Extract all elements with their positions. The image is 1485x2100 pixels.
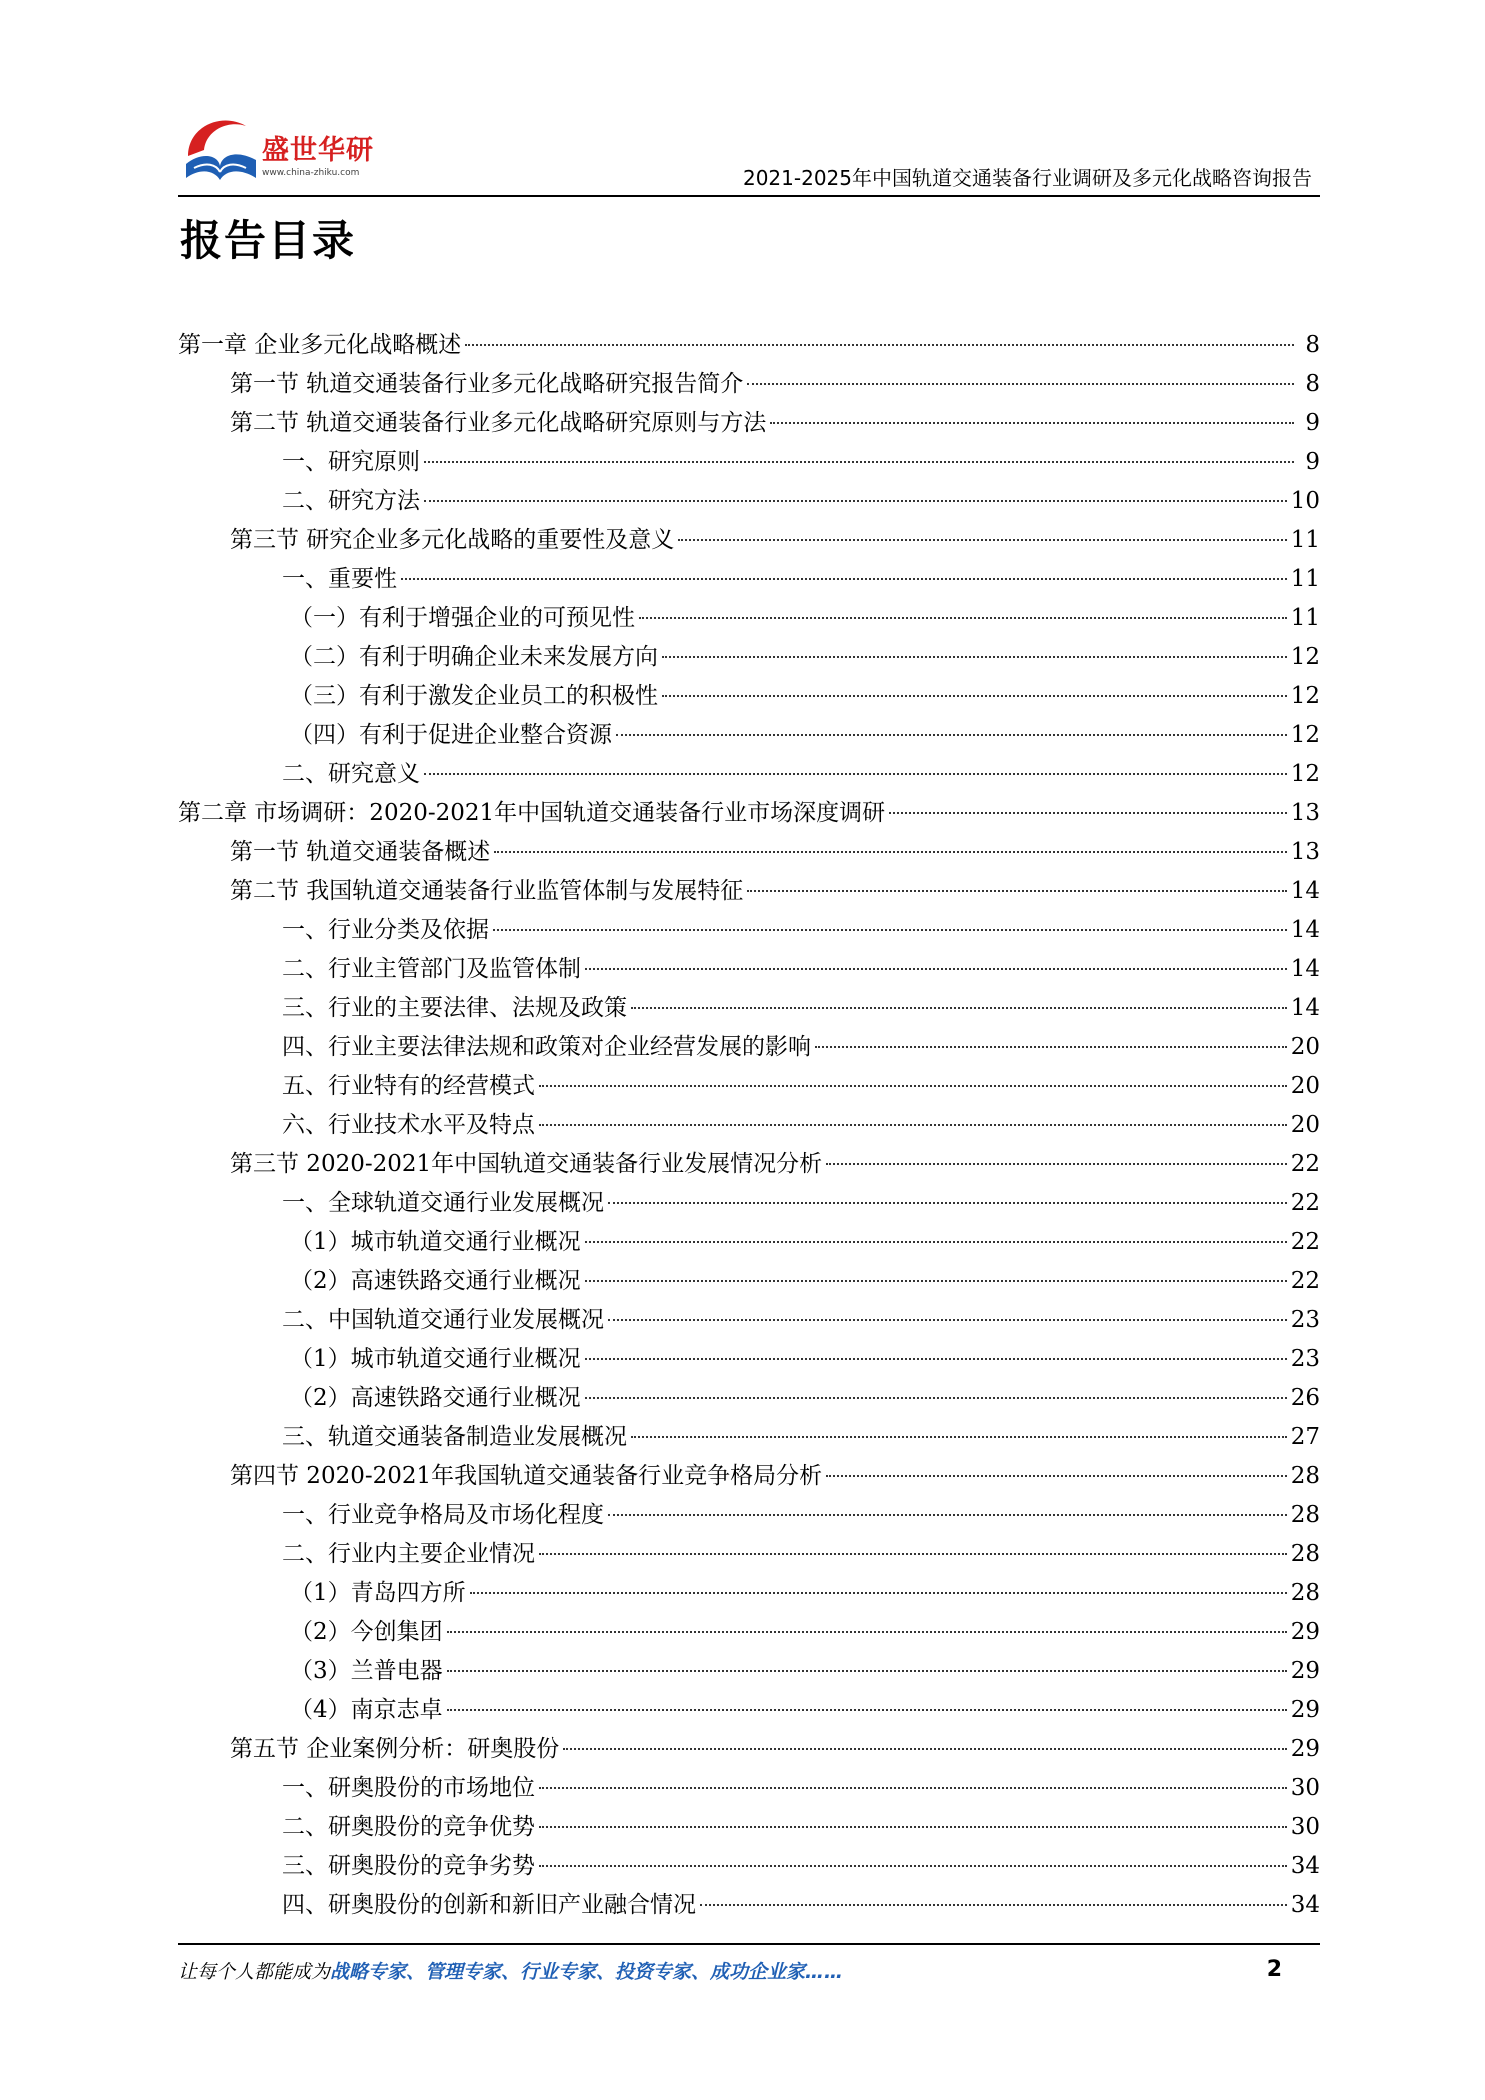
toc-entry-page: 26 <box>1290 1385 1320 1411</box>
toc-dot-leader <box>539 1085 1287 1087</box>
toc-entry[interactable] <box>178 638 1320 677</box>
toc-entry[interactable] <box>178 833 1320 872</box>
toc-entry[interactable] <box>178 365 1320 404</box>
toc-dot-leader <box>585 1397 1287 1399</box>
toc-dot-leader <box>678 539 1286 541</box>
toc-entry-page: 28 <box>1290 1541 1320 1567</box>
toc-dot-leader <box>424 500 1287 502</box>
toc-entry[interactable] <box>178 1457 1320 1496</box>
toc-dot-leader <box>424 773 1287 775</box>
toc-entry-title: 二、研究方法 <box>282 488 420 514</box>
toc-entry-title: 四、研奥股份的创新和新旧产业融合情况 <box>282 1892 696 1918</box>
toc-dot-leader <box>447 1631 1287 1633</box>
toc-entry-page: 29 <box>1290 1619 1320 1645</box>
toc-entry-page: 30 <box>1290 1775 1320 1801</box>
toc-entry-page: 30 <box>1290 1814 1320 1840</box>
toc-dot-leader <box>470 1592 1287 1594</box>
toc-entry[interactable] <box>178 599 1320 638</box>
toc-entry[interactable] <box>178 1847 1320 1886</box>
toc-dot-leader <box>616 734 1287 736</box>
toc-entry-page: 22 <box>1290 1268 1320 1294</box>
toc-entry-title: （三）有利于激发企业员工的积极性 <box>290 683 658 709</box>
toc-entry-title: （2）高速铁路交通行业概况 <box>290 1268 581 1294</box>
toc-entry[interactable] <box>178 1730 1320 1769</box>
toc-dot-leader <box>563 1748 1286 1750</box>
toc-entry[interactable] <box>178 1379 1320 1418</box>
logo-text: 盛世华研 <box>262 135 374 166</box>
toc-entry[interactable] <box>178 1340 1320 1379</box>
toc-entry-page: 12 <box>1290 683 1320 709</box>
toc-entry-title: 第一章 企业多元化战略概述 <box>178 332 462 358</box>
page-number: 2 <box>1266 1957 1282 1982</box>
toc-dot-leader <box>424 461 1294 463</box>
toc-entry-page: 28 <box>1290 1580 1320 1606</box>
toc-dot-leader <box>826 1163 1287 1165</box>
toc-entry-title: （1）青岛四方所 <box>290 1580 466 1606</box>
toc-entry-page: 23 <box>1290 1346 1320 1372</box>
toc-entry-page: 14 <box>1290 878 1320 904</box>
toc-entry[interactable] <box>178 521 1320 560</box>
toc-entry-page: 9 <box>1305 449 1320 475</box>
toc-entry[interactable] <box>178 482 1320 521</box>
toc-entry-title: 二、中国轨道交通行业发展概况 <box>282 1307 604 1333</box>
toc-entry-page: 29 <box>1290 1697 1320 1723</box>
toc-entry-page: 22 <box>1290 1229 1320 1255</box>
toc-entry[interactable] <box>178 1418 1320 1457</box>
toc-entry-title: 第二节 轨道交通装备行业多元化战略研究原则与方法 <box>230 410 767 436</box>
toc-entry-page: 8 <box>1305 332 1320 358</box>
toc-entry[interactable] <box>178 950 1320 989</box>
toc-entry[interactable] <box>178 911 1320 950</box>
toc-entry-page: 12 <box>1290 761 1320 787</box>
toc-dot-leader <box>539 1553 1287 1555</box>
toc-entry[interactable] <box>178 1496 1320 1535</box>
toc-entry-title: （1）城市轨道交通行业概况 <box>290 1346 581 1372</box>
toc-dot-leader <box>662 695 1287 697</box>
toc-entry[interactable] <box>178 1145 1320 1184</box>
toc-entry-title: 三、轨道交通装备制造业发展概况 <box>282 1424 627 1450</box>
company-logo <box>178 104 388 190</box>
toc-entry-page: 20 <box>1290 1034 1320 1060</box>
toc-dot-leader <box>889 812 1287 814</box>
toc-entry-page: 8 <box>1305 371 1320 397</box>
toc-entry[interactable] <box>178 1223 1320 1262</box>
table-of-contents <box>178 326 1320 1925</box>
toc-entry-page: 9 <box>1305 410 1320 436</box>
toc-entry[interactable] <box>178 794 1320 833</box>
toc-entry-title: 一、行业分类及依据 <box>282 917 489 943</box>
toc-dot-leader <box>700 1904 1287 1906</box>
toc-entry-title: 一、行业竞争格局及市场化程度 <box>282 1502 604 1528</box>
toc-dot-leader <box>585 1280 1287 1282</box>
toc-dot-leader <box>539 1124 1287 1126</box>
toc-entry-title: （4）南京志卓 <box>290 1697 443 1723</box>
toc-entry-title: （1）城市轨道交通行业概况 <box>290 1229 581 1255</box>
toc-entry[interactable] <box>178 677 1320 716</box>
toc-entry[interactable] <box>178 1301 1320 1340</box>
toc-dot-leader <box>631 1007 1287 1009</box>
toc-entry-page: 11 <box>1290 566 1320 592</box>
toc-entry[interactable] <box>178 1106 1320 1145</box>
toc-dot-leader <box>608 1319 1287 1321</box>
toc-entry-title: 二、行业主管部门及监管体制 <box>282 956 581 982</box>
page-footer <box>178 1957 1320 1997</box>
toc-entry[interactable] <box>178 1067 1320 1106</box>
report-title: 2021-2025年中国轨道交通装备行业调研及多元化战略咨询报告 <box>742 166 1312 190</box>
toc-dot-leader <box>747 383 1294 385</box>
toc-entry-title: 第四节 2020-2021年我国轨道交通装备行业竞争格局分析 <box>230 1463 823 1489</box>
toc-dot-leader <box>447 1709 1287 1711</box>
toc-entry-page: 28 <box>1290 1463 1320 1489</box>
toc-entry-page: 14 <box>1290 995 1320 1021</box>
toc-entry-title: 一、重要性 <box>282 566 397 592</box>
toc-dot-leader <box>608 1202 1287 1204</box>
toc-entry-page: 22 <box>1290 1151 1320 1177</box>
toc-entry-title: （2）今创集团 <box>290 1619 443 1645</box>
logo-emblem-icon <box>178 104 262 190</box>
toc-entry-page: 11 <box>1290 527 1320 553</box>
toc-entry[interactable] <box>178 1808 1320 1847</box>
toc-dot-leader <box>631 1436 1287 1438</box>
toc-entry-page: 13 <box>1290 800 1320 826</box>
toc-dot-leader <box>539 1865 1287 1867</box>
toc-dot-leader <box>465 344 1294 346</box>
toc-entry-page: 34 <box>1290 1892 1320 1918</box>
toc-entry[interactable] <box>178 1613 1320 1652</box>
footer-slogan-prefix: 让每个人都能成为 <box>178 1961 331 1983</box>
toc-entry[interactable] <box>178 755 1320 794</box>
toc-entry-page: 11 <box>1290 605 1320 631</box>
toc-dot-leader <box>747 890 1286 892</box>
toc-entry-page: 29 <box>1290 1736 1320 1762</box>
toc-entry-page: 12 <box>1290 644 1320 670</box>
logo-url: www.china-zhiku.com <box>262 168 360 178</box>
toc-dot-leader <box>662 656 1287 658</box>
toc-entry-page: 23 <box>1290 1307 1320 1333</box>
page-header <box>178 100 1320 196</box>
toc-entry-title: 第一节 轨道交通装备概述 <box>230 839 491 865</box>
toc-entry[interactable] <box>178 404 1320 443</box>
toc-entry-page: 34 <box>1290 1853 1320 1879</box>
toc-entry-title: 第二章 市场调研：2020-2021年中国轨道交通装备行业市场深度调研 <box>178 800 886 826</box>
toc-entry-title: （二）有利于明确企业未来发展方向 <box>290 644 658 670</box>
toc-entry-title: 三、研奥股份的竞争劣势 <box>282 1853 535 1879</box>
toc-entry-title: 一、研究原则 <box>282 449 420 475</box>
toc-entry-title: （一）有利于增强企业的可预见性 <box>290 605 635 631</box>
footer-slogan-highlight: 战略专家、管理专家、行业专家、投资专家、成功企业家…… <box>330 1961 844 1983</box>
toc-entry[interactable] <box>178 443 1320 482</box>
toc-entry-page: 27 <box>1290 1424 1320 1450</box>
toc-dot-leader <box>493 929 1287 931</box>
toc-entry-page: 28 <box>1290 1502 1320 1528</box>
toc-entry-title: 五、行业特有的经营模式 <box>282 1073 535 1099</box>
toc-dot-leader <box>585 1241 1287 1243</box>
toc-entry-title: 第三节 研究企业多元化战略的重要性及意义 <box>230 527 675 553</box>
toc-entry-page: 13 <box>1290 839 1320 865</box>
toc-dot-leader <box>447 1670 1287 1672</box>
toc-entry-title: （四）有利于促进企业整合资源 <box>290 722 612 748</box>
toc-entry[interactable] <box>178 1574 1320 1613</box>
header-divider <box>178 195 1320 197</box>
toc-entry-title: 第三节 2020-2021年中国轨道交通装备行业发展情况分析 <box>230 1151 823 1177</box>
toc-dot-leader <box>770 422 1294 424</box>
toc-entry-page: 22 <box>1290 1190 1320 1216</box>
toc-entry-title: 第一节 轨道交通装备行业多元化战略研究报告简介 <box>230 371 744 397</box>
toc-entry-title: 四、行业主要法律法规和政策对企业经营发展的影响 <box>282 1034 811 1060</box>
toc-entry-page: 29 <box>1290 1658 1320 1684</box>
toc-entry[interactable] <box>178 1652 1320 1691</box>
toc-dot-leader <box>585 968 1287 970</box>
toc-dot-leader <box>826 1475 1287 1477</box>
toc-dot-leader <box>815 1046 1287 1048</box>
toc-entry[interactable] <box>178 1262 1320 1301</box>
toc-entry-title: （3）兰普电器 <box>290 1658 443 1684</box>
page-title: 报告目录 <box>180 216 357 265</box>
toc-dot-leader <box>608 1514 1287 1516</box>
toc-entry[interactable] <box>178 1691 1320 1730</box>
toc-entry-page: 20 <box>1290 1112 1320 1138</box>
toc-entry-title: 一、研奥股份的市场地位 <box>282 1775 535 1801</box>
toc-entry[interactable] <box>178 1535 1320 1574</box>
toc-entry-page: 20 <box>1290 1073 1320 1099</box>
toc-entry[interactable] <box>178 1886 1320 1925</box>
toc-dot-leader <box>494 851 1286 853</box>
toc-dot-leader <box>639 617 1287 619</box>
toc-entry-page: 14 <box>1290 917 1320 943</box>
toc-entry-title: 一、全球轨道交通行业发展概况 <box>282 1190 604 1216</box>
toc-entry-title: 第二节 我国轨道交通装备行业监管体制与发展特征 <box>230 878 744 904</box>
footer-divider <box>178 1943 1320 1945</box>
toc-entry-page: 12 <box>1290 722 1320 748</box>
toc-dot-leader <box>401 578 1287 580</box>
toc-dot-leader <box>585 1358 1287 1360</box>
toc-dot-leader <box>539 1826 1287 1828</box>
toc-entry[interactable] <box>178 560 1320 599</box>
toc-entry[interactable] <box>178 1028 1320 1067</box>
toc-dot-leader <box>539 1787 1287 1789</box>
toc-entry-page: 10 <box>1290 488 1320 514</box>
toc-entry-title: 第五节 企业案例分析：研奥股份 <box>230 1736 560 1762</box>
toc-entry[interactable] <box>178 1184 1320 1223</box>
toc-entry-title: 二、行业内主要企业情况 <box>282 1541 535 1567</box>
toc-entry-title: 六、行业技术水平及特点 <box>282 1112 535 1138</box>
toc-entry-title: 二、研究意义 <box>282 761 420 787</box>
toc-entry[interactable] <box>178 989 1320 1028</box>
toc-entry-page: 14 <box>1290 956 1320 982</box>
toc-entry[interactable] <box>178 716 1320 755</box>
toc-entry[interactable] <box>178 1769 1320 1808</box>
toc-entry[interactable] <box>178 872 1320 911</box>
toc-entry[interactable] <box>178 326 1320 365</box>
toc-entry-title: （2）高速铁路交通行业概况 <box>290 1385 581 1411</box>
toc-entry-title: 二、研奥股份的竞争优势 <box>282 1814 535 1840</box>
toc-entry-title: 三、行业的主要法律、法规及政策 <box>282 995 627 1021</box>
